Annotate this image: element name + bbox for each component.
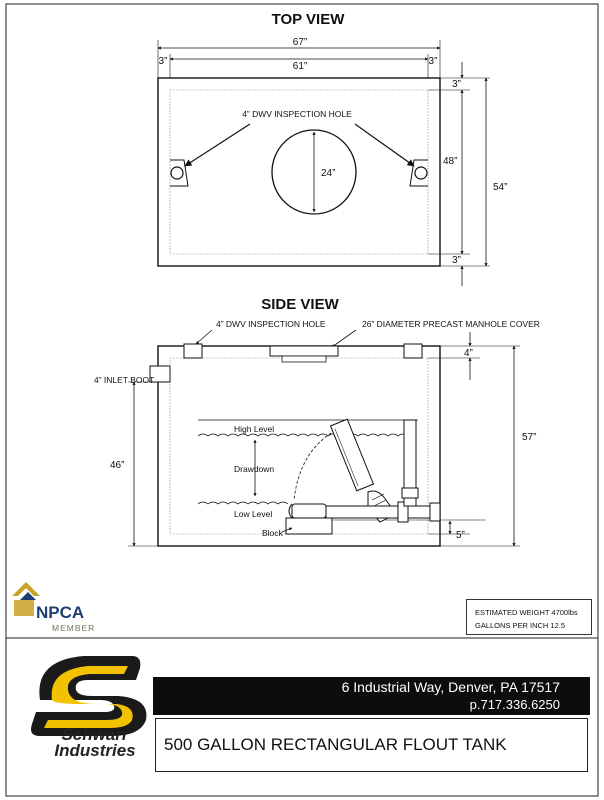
dim-overall-width: 67”	[292, 37, 308, 48]
company-name-line2: Industries	[54, 741, 136, 760]
discharge-pipe	[326, 506, 430, 518]
side-inspection-label: 4” DWV INSPECTION HOLE	[216, 319, 326, 329]
npca-logo-text: NPCA	[36, 603, 85, 622]
dim-inlet-height: 46”	[110, 460, 125, 471]
company-phone: p.717.336.6250	[469, 697, 560, 712]
dim-overall-length: 54”	[493, 182, 508, 193]
low-level-label: Low Level	[234, 509, 273, 519]
inlet-boot-label: 4” INLET BOOT	[94, 375, 155, 385]
side-inspection-port-right	[404, 344, 422, 358]
estimated-weight: ESTIMATED WEIGHT 4700lbs	[475, 608, 578, 617]
dim-top-slab: 4”	[464, 348, 473, 359]
top-view-inspection-label: 4” DWV INSPECTION HOLE	[242, 109, 352, 119]
top-view-inspection-hole-left	[170, 160, 188, 186]
dim-wall-top: 3”	[452, 79, 461, 90]
spec-box	[466, 599, 592, 635]
high-level-waves	[198, 434, 408, 436]
float-swing-arc	[294, 428, 340, 500]
dim-wall-right: 3”	[428, 56, 438, 67]
schwarr-logo-mark	[31, 656, 146, 736]
drawing-title: 500 GALLON RECTANGULAR FLOUT TANK	[164, 735, 507, 754]
dim-block: 5”	[456, 530, 465, 541]
dim-inner-length: 48”	[443, 156, 458, 167]
dim-overall-height: 57”	[522, 432, 537, 443]
arrow-inspection-right	[355, 124, 414, 166]
top-view-tank-outer	[158, 78, 440, 266]
side-manhole-cover	[270, 346, 338, 356]
float-switch	[331, 419, 374, 491]
address-bar	[153, 677, 590, 715]
drawing-title-box	[155, 718, 588, 772]
arrow-inspection-left	[185, 124, 250, 166]
dim-manhole: 24”	[321, 168, 336, 179]
manhole-cover-label: 26” DIAMETER PRECAST MANHOLE COVER	[362, 319, 540, 329]
gallons-per-inch: GALLONS PER INCH 12.5	[475, 621, 566, 630]
company-address: 6 Industrial Way, Denver, PA 17517	[341, 679, 560, 695]
block-label: Block	[262, 528, 283, 538]
pump-body	[292, 504, 326, 518]
high-level-label: High Level	[234, 424, 275, 434]
company-name-line1: Schwarr	[61, 725, 129, 744]
dim-wall-bottom: 3”	[452, 255, 461, 266]
company-name	[30, 727, 160, 759]
side-inspection-port-left	[184, 344, 202, 358]
side-view-title: SIDE VIEW	[261, 296, 339, 313]
drawdown-label: Drawdown	[234, 464, 275, 474]
pump-block	[286, 518, 332, 534]
top-view-inspection-hole-right	[410, 160, 428, 186]
dim-wall-left: 3”	[158, 56, 168, 67]
low-level-waves	[198, 502, 288, 504]
dim-inner-width: 61”	[292, 61, 308, 72]
npca-member-text: MEMBER	[52, 623, 96, 633]
top-view-title: TOP VIEW	[271, 11, 345, 28]
